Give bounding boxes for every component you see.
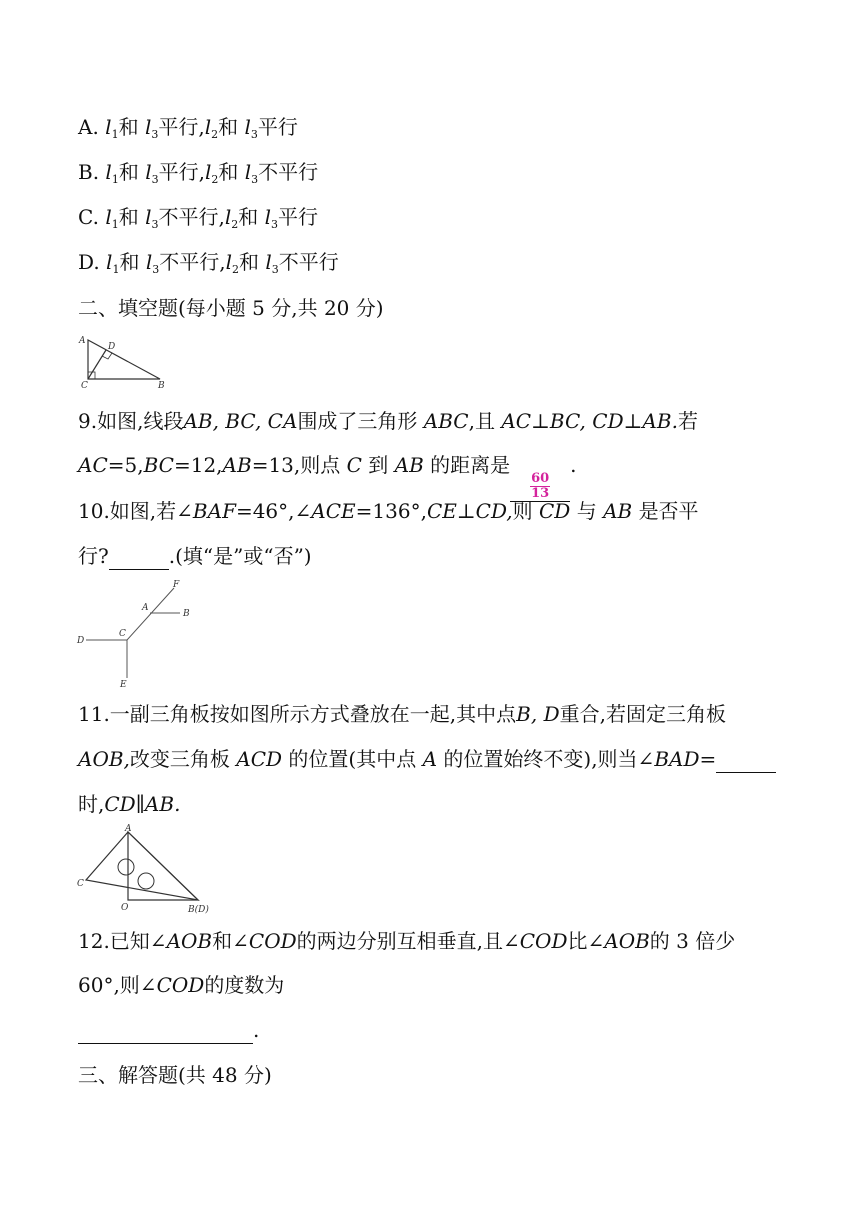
figure-q9-triangle — [76, 334, 172, 390]
question-11-line-1: 11.一副三角板按如图所示方式叠放在一起,其中点B, D重合,若固定三角板 — [78, 702, 726, 726]
label-b-d: B(D) — [188, 905, 209, 915]
question-12-line-2: 60°,则∠COD的度数为 — [78, 973, 285, 997]
option-a: A. $l_1$和 $l_3$平行$,l_2$和 $l_3$平行 — [78, 115, 298, 141]
question-9-line-1: 9.如图,线段AB, BC, CA围成了三角形 ABC,且 AC⊥BC, CD⊥AB.若 — [78, 409, 698, 433]
option-d: D. $l_1$和 $l_3$不平行$,l_2$和 $l_3$不平行 — [78, 250, 339, 276]
answer-blank-9 — [510, 452, 570, 502]
label-b: B — [158, 381, 165, 390]
question-11-line-2: AOB,改变三角板 ACD 的位置(其中点 A 的位置始终不变),则当∠BAD= — [78, 746, 776, 773]
label-e: E — [120, 680, 127, 690]
question-12-line-1: 12.已知∠AOB和∠COD的两边分别互相垂直,且∠COD比∠AOB的 3 倍少 — [78, 929, 736, 953]
question-10-line-2: 行? .(填“是”或“否”) — [78, 544, 312, 568]
label-a: A — [125, 824, 132, 834]
answer-blank-12 — [78, 1017, 253, 1044]
label-b: B — [183, 609, 190, 619]
label-f: F — [173, 580, 180, 590]
option-b: B. $l_1$和 $l_3$平行$,l_2$和 $l_3$不平行 — [78, 160, 319, 186]
option-c: C. $l_1$和 $l_3$不平行$,l_2$和 $l_3$平行 — [78, 205, 319, 231]
label-a: A — [142, 603, 149, 613]
figure-q10-lines — [74, 576, 204, 690]
answer-fraction: $\frac{60}{13}$ — [531, 471, 550, 501]
answer-blank-10 — [109, 543, 169, 570]
question-10-line-1: 10.如图,若∠BAF=46°,∠ACE=136°,CE⊥CD,则 CD 与 AB 是否平 — [78, 499, 699, 523]
label-d: D — [77, 636, 85, 646]
label-c: C — [77, 879, 84, 889]
label-o: O — [121, 903, 129, 913]
figure-q11-set-squares — [74, 824, 224, 918]
label-d: D — [108, 342, 116, 352]
label-a: A — [79, 336, 86, 346]
question-11-line-3: 时,CD∥AB. — [78, 792, 181, 816]
label-c: C — [119, 629, 126, 639]
question-9-line-2: AC=5,BC=12,AB=13,则点 C 到 AB 的距离是 $\frac{60}{13}$ . — [78, 453, 577, 501]
section-2-header: 二、填空题(每小题 5 分,共 20 分) — [78, 296, 384, 320]
label-c: C — [81, 381, 88, 390]
answer-blank-11 — [716, 746, 776, 773]
question-12-line-3: . — [78, 1017, 259, 1044]
section-3-header: 三、解答题(共 48 分) — [78, 1063, 272, 1087]
